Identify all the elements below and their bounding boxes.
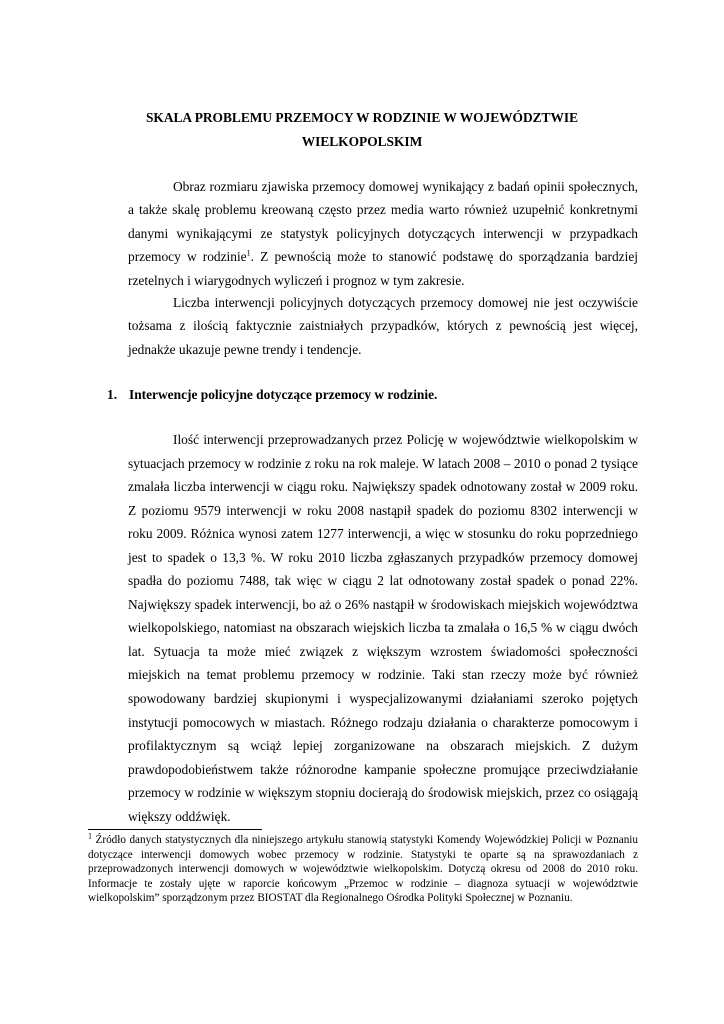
intro-paragraph-2	[128, 291, 638, 361]
title-line-1: SKALA PROBLEMU PRZEMOCY W RODZINIE W WOJEWÓDZTWIE	[145, 110, 579, 125]
intro-paragraph-1-text-a: Obraz rozmiaru zjawiska przemocy domowej wynikający z badań opinii społecznych, a także skalę problemu kreowaną często przez media warto również uzupełnić konkretnymi danymi wynikającymi ze statystyk policyjnych dotyczących interwencji w przypadkach przemocy w rodzinie	[128, 179, 638, 265]
intro-paragraph-1	[128, 175, 638, 292]
intro-paragraph-2-text: Liczba interwencji policyjnych dotyczących przemocy domowej nie jest oczywiście tożsama z ilością faktycznie zaistniałych przypadków, których z pewnością jest więcej, jednakże ukazuje pewne trendy i tendencje.	[128, 295, 638, 357]
intro-paragraph-1-text-b: . Z pewnością może to stanowić podstawę do sporządzania bardziej rzetelnych i wiarygodnych wyliczeń i prognoz w tym zakresie.	[128, 249, 638, 288]
footnote-divider	[88, 829, 262, 830]
section-heading-text: Interwencje policyjne dotyczące przemocy w rodzinie.	[129, 387, 438, 402]
document-title	[110, 106, 614, 154]
section-body-text: Ilość interwencji przeprowadzanych przez Policję w województwie wielkopolskim w sytuacjach przemocy w rodzinie z roku na rok maleje. W latach 2008 – 2010 o ponad 2 tysiące zmalała liczba interwencji w ciągu roku. Największy spadek odnotowany został w 2009 roku. Z poziomu 9579 interwencji w roku 2008 nastąpił spadek do poziomu 8302 interwencji w roku 2009. Różnica wynosi zatem 1277 interwencji, a więc w stosunku do roku poprzedniego jest to spadek o 13,3 %. W roku 2010 liczba zgłaszanych przypadków przemocy domowej spadła do poziomu 7488, tak więc w ciągu 2 lat odnotowany został spadek o ponad 22%. Największy spadek interwencji, bo aż o 26% nastąpił w środowiskach miejskich województwa wielkopolskiego, natomiast na obszarach wiejskich liczba ta zmalała o 16,5 % w ciągu dwóch lat. Sytuacja ta może mieć związek z większym wzrostem świadomości społeczności miejskich na temat problemu przemocy w rodzinie. Taki stan rzeczy może być również spowodowany bardziej skupionymi i wyspecjalizowanymi działaniami szeroko pojętych instytucji pomocowych w miastach. Różnego rodzaju działania o charakterze pomocowym i profilaktycznym są wciąż lepiej zorganizowane na obszarach miejskich. Z dużym prawdopodobieństwem także różnorodne kampanie społeczne promujące przeciwdziałanie przemocy w rodzinie w większym stopniu docierają do środowisk miejskich, przez co osiągają większy oddźwięk.	[128, 432, 638, 824]
section-body-paragraph	[128, 428, 638, 828]
footnote-text: Źródło danych statystycznych dla niniejszego artykułu stanowią statystyki Komendy Wojewódzkiej Policji w Poznaniu dotyczące interwencji domowych wobec przemocy w rodzinie. Statystyki te oparte są na sprawozdaniach z przeprowadzonych interwencji domowych w województwie wielkopolskim. Dotyczą okresu od 2008 do 2010 roku. Informacje te zostały ujęte w raporcie końcowym „Przemoc w rodzinie – diagnoza sytuacji w województwie wielkopolskim” sporządzonym przez BIOSTAT dla Regionalnego Ośrodka Polityki Społecznej w Poznaniu.	[88, 834, 638, 905]
footnote-marker: 1	[88, 831, 92, 841]
footnote	[88, 833, 638, 906]
footnote-reference[interactable]: 1	[246, 248, 251, 258]
title-line-2: WIELKOPOLSKIM	[301, 134, 423, 149]
section-heading	[107, 384, 437, 406]
section-number: 1.	[107, 387, 118, 402]
